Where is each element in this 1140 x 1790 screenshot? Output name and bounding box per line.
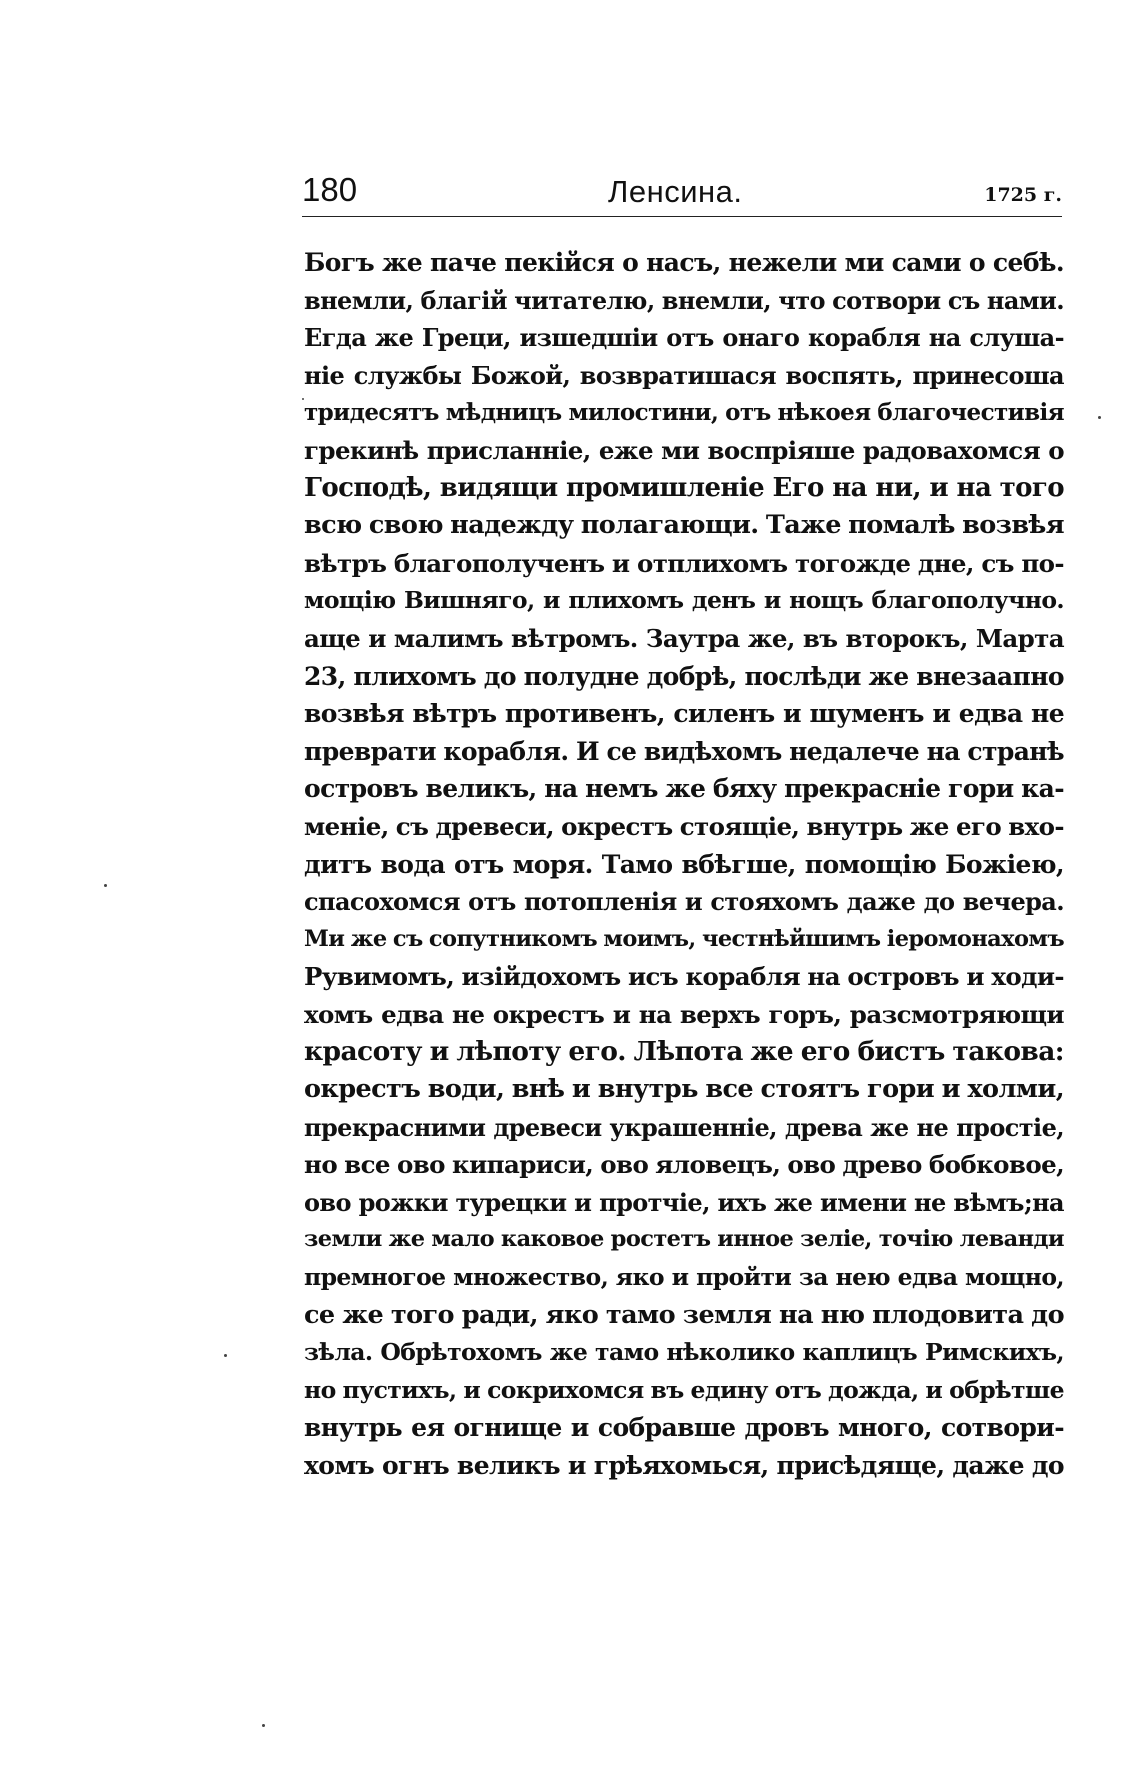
- scan-speck: [1098, 416, 1101, 419]
- text-line: земли же мало каковое ростетъ инное зеліе, точію леванди: [304, 1226, 1064, 1253]
- text-line: Ми же съ сопутникомъ моимъ, честнѣйшимъ іеромонахомъ: [304, 925, 1064, 952]
- scan-speck: [104, 884, 107, 887]
- text-line: всю свою надежду полагающи. Таже помалѣ возвѣя: [304, 510, 1065, 541]
- text-line: тридесятъ мѣдницъ милостини, отъ нѣкоея благочестивія: [304, 399, 1064, 427]
- text-line: красоту и лѣпоту его. Лѣпота же его бистъ такова:: [304, 1036, 1064, 1068]
- body-text: [304, 244, 1064, 1485]
- text-line: хомъ огнъ великъ и грѣяхомься, присѣдяще, даже до: [304, 1451, 1064, 1480]
- text-line: возвѣя вѣтръ противенъ, силенъ и шуменъ и едва не: [304, 699, 1064, 729]
- text-line: зѣла. Обрѣтохомъ же тамо нѣколико каплицъ Римскихъ,: [304, 1338, 1064, 1367]
- text-line: ово рожки турецки и протчіе, ихъ же имени не вѣмъ;на: [304, 1187, 1064, 1217]
- year-label: 1725 г.: [984, 184, 1062, 206]
- text-line: аще и малимъ вѣтромъ. Заутра же, въ второкъ, Марта: [304, 623, 1064, 653]
- scan-speck: [302, 398, 304, 400]
- page-number: 180: [302, 171, 358, 208]
- text-line: меніе, съ древеси, окрестъ стоящіе, внутрь же его вхо-: [304, 811, 1064, 841]
- text-line: дитъ вода отъ моря. Тамо вбѣгше, помощію Божіею,: [304, 849, 1064, 879]
- text-line: грекинѣ присланніе, еже ми воспріяше радовахомся о: [304, 435, 1064, 465]
- text-line: Рувимомъ, изійдохомъ исъ корабля на островъ и ходи-: [304, 962, 1064, 992]
- text-line: но все ово кипариси, ово яловецъ, ово древо бобковое,: [304, 1150, 1064, 1180]
- text-line: хомъ едва не окрестъ и на верхъ горъ, разсмотряющи: [304, 999, 1064, 1029]
- text-line: Богъ же паче пекійся о насъ, нежели ми сами о себѣ.: [304, 248, 1064, 277]
- text-line: ніе службы Божой, возвратишася воспять, принесоша: [304, 360, 1064, 390]
- text-line: островъ великъ, на немъ же бяху прекрасніе гори ка-: [304, 774, 1064, 804]
- text-line: преврати корабля. И се видѣхомъ недалече на странѣ: [304, 736, 1064, 766]
- text-line: Господѣ, видящи промишленіе Его на ни, и на того: [304, 472, 1064, 503]
- text-line: вѣтръ благополученъ и отплихомъ тогожде дне, съ по-: [304, 548, 1064, 578]
- text-line: спасохомся отъ потопленія и стояхомъ даже до вечера.: [304, 887, 1064, 917]
- text-line: премногое множество, яко и пройти за нею едва мощно,: [304, 1263, 1064, 1292]
- running-header: [302, 168, 1062, 214]
- text-line: окрестъ води, внѣ и внутрь все стоятъ гори и холми,: [304, 1074, 1064, 1105]
- text-line: прекрасними древеси украшенніе, древа же не простіе,: [304, 1112, 1064, 1142]
- text-line: 23, плихомъ до полудне добрѣ, послѣди же внезаапно: [304, 661, 1064, 691]
- text-line: мощію Вишняго, и плихомъ денъ и нощъ благополучно.: [304, 586, 1064, 615]
- text-line: внемли, благій читателю, внемли, что сотвори съ нами.: [304, 285, 1064, 315]
- text-line: но пустихъ, и сокрихомся въ едину отъ дожда, и обрѣтше: [304, 1375, 1064, 1404]
- text-line: Егда же Греци, изшедшіи отъ онаго корабля на слуша-: [304, 323, 1064, 353]
- text-line: се же того ради, яко тамо земля на ню плодовита до: [304, 1299, 1064, 1330]
- scan-speck: [224, 1354, 227, 1357]
- running-title: Ленсина.: [608, 174, 743, 209]
- header-rule: [302, 216, 1062, 217]
- text-line: внутрь ея огнище и собравше дровъ много, сотвори-: [304, 1413, 1064, 1443]
- scan-speck: [262, 1724, 265, 1727]
